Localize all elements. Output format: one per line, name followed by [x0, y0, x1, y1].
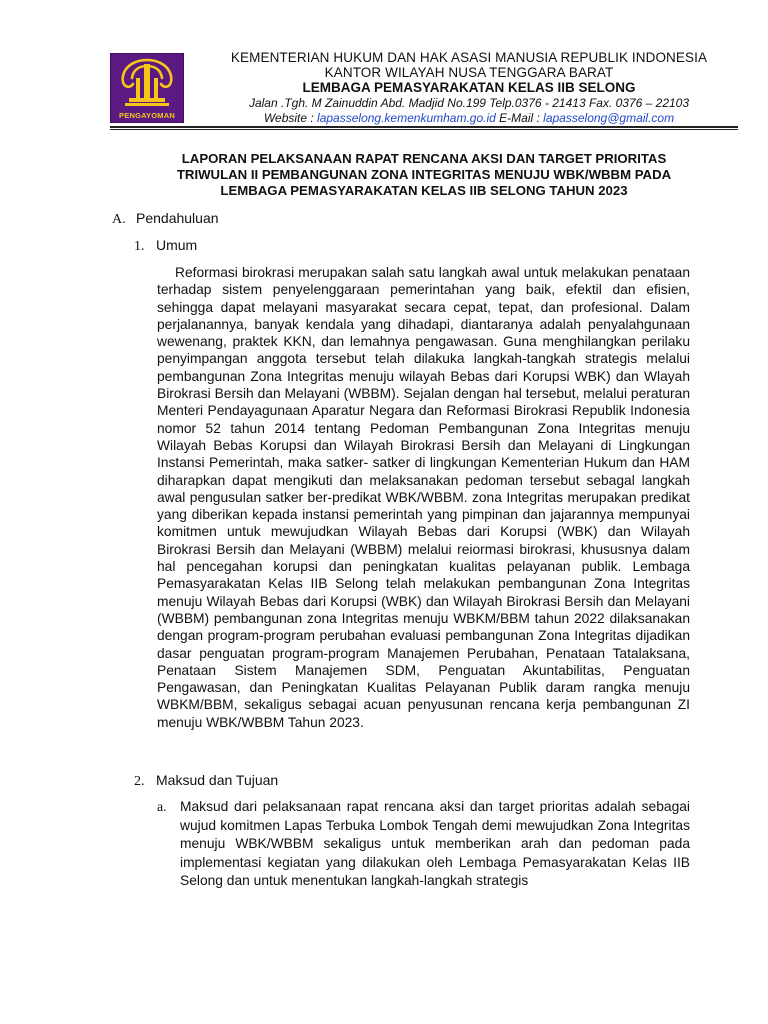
section-1-heading: [134, 237, 197, 255]
letterhead: [110, 48, 738, 128]
section-1-marker: 1.: [134, 239, 145, 254]
section-a-heading: [112, 210, 219, 228]
letterhead-divider-thin: [110, 129, 738, 130]
title-line-2: TRIWULAN II PEMBANGUNAN ZONA INTEGRITAS MENUJU WBK/WBBM PADA: [176, 167, 672, 182]
section-2-label: Maksud dan Tujuan: [156, 772, 279, 788]
letterhead-text: [190, 50, 748, 125]
contact-line: [190, 111, 748, 125]
section-2-marker: 2.: [134, 774, 145, 789]
document-title: [110, 151, 738, 199]
paragraph-umum-text: Reformasi birokrasi merupakan salah satu langkah awal untuk melakukan penataan terhadap sistem penyelenggaraan pemerintahan yang baik, efektil dan efisien, sehingga dapat melayani masyarakat secara cepat, tepat, dan profesional. Dalam perjalanannya, banyak kendala yang dihadapi, diantaranya adalah penyalahgunaan wewenang, praktek KKN, dan lemahnya pengawasan. Guna menghilangkan perilaku penyimpangan anggota tersebut telah dilakuka langkah-tangkah strategis melalui pembangunan Zona Integritas menuju wilayah Bebas dari Korupsi WBK) dan Wlayah Birokrasi Bersih dan Melayani (WBBM). Sejalan dengan hal tersebut, melalui peraturan Menteri Pendayagunaan Aparatur Negara dan Reformasi Birokrasi Republik Indonesia nomor 52 tahun 2014 tentang Pedoman Pembangunan Zona Integritas menuju Wilayah Bebas Korupsi dan Wilayah Birokrasi Bersih dan Melayani di Lingkungan Instansi Pemerintah, maka satker- satker di lingkungan Kementerian Hukum dan HAM diharapkan dapat mengikuti dan melaksanakan pedoman tersebut sebagal langkah awal pengusulan satker ber-predikat WBK/WBBM. zona Integritas merupakan predikat yang diberikan kepada instansi pemerintah yang pimpinan dan jajarannya mempunyai komitmen untuk mewujudkan Wilayah Bebas dari Korupsi (WBK) dan Wilayah Birokrasi Bersih dan Melayani (WBBM) melalui reiormasi birokrasi, khususnya dalam hal pencegahan korupsi dan peningkatan kualitas pelayanan publik. Lembaga Pemasyarakatan Kelas IIB Selong telah melakukan pembangunan Zona Integritas menuju Wilayah Bebas dari Korupsi (WBK) dan Wilayah Birokrasi Bersih dan Melayani (WBBM) pembangunan zona Integritas menuju WBKM/BBM tahun 2022 dilaksanakan dengan program-program perubahan evaluasi pembangunan Zona Integritas dijadikan dasar penguatan program-program Manajemen Perubahan, Penataan Tatalaksana, Penataan Sistem Manajemen SDM, Penguatan Akuntabilitas, Penguatan Pengawasan, dan Peningkatan Kualitas Pelayanan Publik daram rangka menuju WBKM/BBM, sekaligus sebagai acuan penyusunan rencana kerja pembangunan ZI menuju WBK/WBBM Tahun 2023.: [157, 265, 690, 730]
item-a-marker: a.: [157, 799, 167, 814]
section-1-label: Umum: [156, 237, 198, 253]
pengayoman-logo: [110, 53, 184, 123]
section-a-label: Pendahuluan: [136, 210, 219, 226]
address-line: Jalan .Tgh. M Zainuddin Abd. Madjid No.199 Telp.0376 - 21413 Fax. 0376 – 22103: [248, 96, 690, 110]
website-link[interactable]: lapasselong.kemenkumham.go.id: [317, 111, 496, 125]
institution-name: LEMBAGA PEMASYARAKATAN KELAS IIB SELONG: [302, 80, 636, 95]
website-label: Website :: [263, 111, 318, 125]
ministry-name: KEMENTERIAN HUKUM DAN HAK ASASI MANUSIA REPUBLIK INDONESIA: [230, 50, 708, 65]
title-line-1: LAPORAN PELAKSANAAN RAPAT RENCANA AKSI DAN TARGET PRIORITAS: [181, 151, 667, 166]
email-link[interactable]: lapasselong@gmail.com: [543, 111, 675, 125]
logo-caption: PENGAYOMAN: [119, 111, 175, 120]
regional-office-name: KANTOR WILAYAH NUSA TENGGARA BARAT: [324, 65, 614, 80]
title-line-3: LEMBAGA PEMASYARAKATAN KELAS IIB SELONG TAHUN 2023: [220, 183, 628, 198]
section-2-heading: [134, 772, 278, 790]
pengayoman-tree-icon: [111, 54, 183, 110]
item-a-text: Maksud dari pelaksanaan rapat rencana aksi dan target prioritas adalah sebagai wujud komitmen Lapas Terbuka Lombok Tengah demi mewujudkan Zona Integritas menuju WBK/WBBM sekaligus untuk memberikan arah dan pedoman pada implementasi kegiatan yang dilakukan oleh Lembaga Pemasyarakatan Kelas IIB Selong dan untuk menentukan langkah-langkah strategis: [180, 799, 690, 888]
email-label: E-Mail :: [495, 111, 544, 125]
section-a-marker: A.: [112, 212, 126, 227]
paragraph-umum: [157, 264, 690, 731]
letterhead-divider: [110, 126, 738, 128]
